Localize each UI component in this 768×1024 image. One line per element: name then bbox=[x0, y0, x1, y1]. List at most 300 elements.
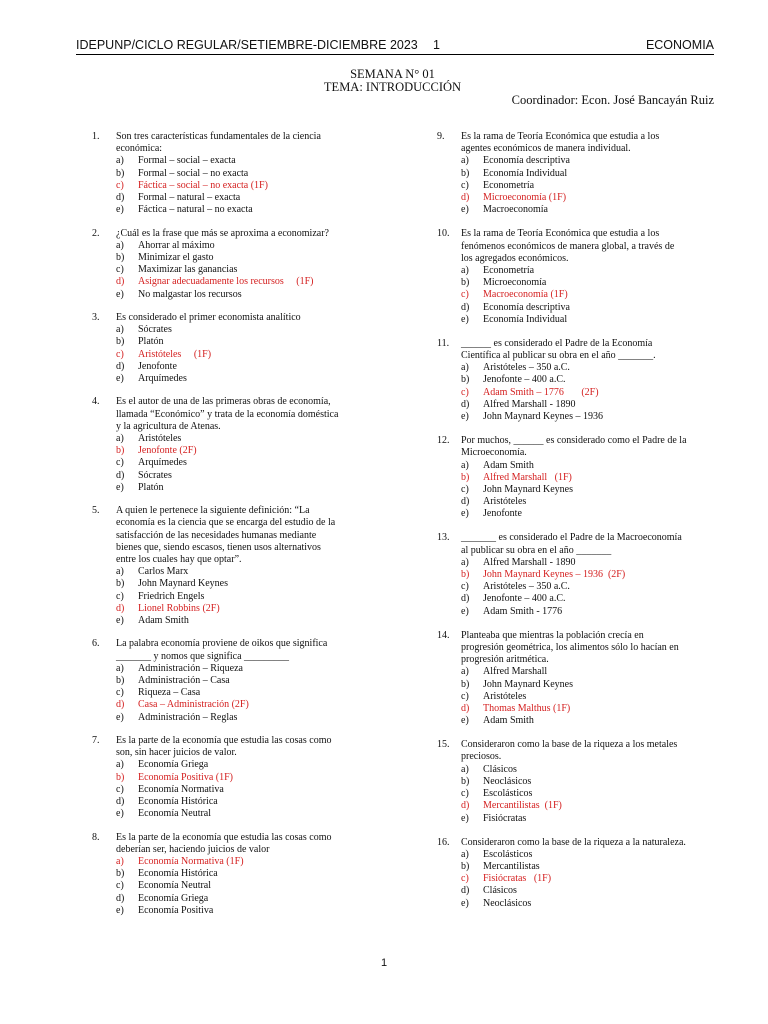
option-letter: e) bbox=[116, 481, 124, 493]
option-letter: d) bbox=[461, 398, 470, 410]
option-letter: e) bbox=[116, 615, 124, 627]
option-text: Neoclásicos bbox=[483, 775, 532, 787]
option-letter: c) bbox=[461, 386, 469, 398]
option-letter: d) bbox=[116, 469, 125, 481]
option-text: Administración – Casa bbox=[138, 675, 230, 687]
option-letter: e) bbox=[116, 373, 124, 385]
answer-option bbox=[116, 759, 364, 771]
answer-option bbox=[116, 615, 364, 627]
option-text: Microeconomía bbox=[483, 277, 547, 289]
option-text: Alfred Marshall - 1890 bbox=[483, 398, 576, 410]
option-text: Administración – Reglas bbox=[138, 711, 238, 723]
option-text: Macroeconomía bbox=[483, 204, 548, 216]
question-text-line: A quien le pertenece la siguiente definición: “La bbox=[116, 505, 310, 517]
option-letter: d) bbox=[461, 192, 470, 204]
option-text: John Maynard Keynes – 1936 bbox=[483, 411, 603, 423]
option-text: Economía descriptiva bbox=[483, 301, 570, 313]
option-letter: b) bbox=[461, 167, 470, 179]
option-text: Adam Smith – 1776 (2F) bbox=[483, 386, 599, 398]
option-letter: b) bbox=[116, 868, 125, 880]
option-letter: a) bbox=[116, 856, 124, 868]
answer-option bbox=[461, 885, 715, 897]
option-letter: d) bbox=[116, 796, 125, 808]
option-letter: e) bbox=[461, 715, 469, 727]
option-text: Alfred Marshall (1F) bbox=[483, 471, 572, 483]
answer-option bbox=[461, 849, 715, 861]
option-letter: a) bbox=[461, 848, 469, 860]
option-text: Macroeconomía (1F) bbox=[483, 289, 568, 301]
option-letter: b) bbox=[116, 167, 125, 179]
answer-option bbox=[461, 277, 715, 289]
option-text: Economía Neutral bbox=[138, 880, 212, 892]
question-text-line: Consideraron como la base de la riqueza a los metales bbox=[461, 739, 678, 751]
option-text: Escolásticos bbox=[483, 788, 533, 800]
option-text: Economía Individual bbox=[483, 167, 568, 179]
option-text: Asignar adecuadamente los recursos (1F) bbox=[138, 276, 314, 288]
option-letter: d) bbox=[116, 699, 125, 711]
option-text: Jenofonte bbox=[138, 360, 177, 372]
answer-option bbox=[116, 893, 364, 905]
answer-option bbox=[461, 460, 715, 472]
option-text: Carlos Marx bbox=[138, 566, 189, 578]
answer-option bbox=[116, 168, 364, 180]
option-text: Casa – Administración (2F) bbox=[138, 699, 249, 711]
option-letter: b) bbox=[461, 678, 470, 690]
question-text-line: Es la rama de Teoría Económica que estudia a los bbox=[461, 131, 660, 142]
option-text: Economía descriptiva bbox=[483, 155, 570, 167]
option-letter: a) bbox=[116, 662, 124, 674]
answer-option bbox=[461, 679, 715, 691]
question-text-line: fenómenos económicos de manera global, a través de bbox=[461, 240, 675, 252]
answer-option bbox=[116, 361, 364, 373]
option-letter: d) bbox=[461, 301, 470, 313]
answer-option bbox=[461, 691, 715, 703]
option-text: Economía Neutral bbox=[138, 808, 212, 820]
option-text: Econometría bbox=[483, 179, 535, 191]
question-item bbox=[92, 505, 364, 627]
option-letter: e) bbox=[116, 808, 124, 820]
option-text: Economía Histórica bbox=[138, 796, 218, 808]
option-letter: c) bbox=[116, 457, 124, 469]
question-number: 16. bbox=[437, 836, 450, 848]
question-text-line: económica: bbox=[116, 143, 163, 155]
question-text-line: Son tres características fundamentales de la ciencia bbox=[116, 131, 321, 142]
answer-option bbox=[116, 784, 364, 796]
option-text: Aristóteles bbox=[483, 496, 527, 508]
option-letter: a) bbox=[461, 459, 469, 471]
option-letter: e) bbox=[461, 204, 469, 216]
option-letter: d) bbox=[116, 360, 125, 372]
answer-option bbox=[116, 336, 364, 348]
question-number: 11. bbox=[437, 337, 450, 349]
question-number: 3. bbox=[92, 312, 100, 324]
question-text-line: llamada “Económico” y trata de la economía doméstica bbox=[116, 408, 339, 420]
option-text: Formal – social – no exacta bbox=[138, 167, 249, 179]
question-number: 6. bbox=[92, 638, 100, 650]
answer-option bbox=[116, 808, 364, 820]
question-item bbox=[437, 338, 715, 423]
option-text: Mercantilistas bbox=[483, 861, 540, 872]
question-text-line: satisfacción de las necesidades humanas mediante bbox=[116, 529, 317, 541]
question-item bbox=[92, 735, 364, 820]
answer-option bbox=[116, 192, 364, 204]
answer-option bbox=[116, 905, 364, 917]
option-letter: c) bbox=[461, 483, 469, 495]
option-text: John Maynard Keynes bbox=[483, 678, 573, 690]
question-text-line: progresión aritmética. bbox=[461, 654, 549, 666]
option-text: Fáctica – social – no exacta (1F) bbox=[138, 179, 268, 191]
question-number: 9. bbox=[437, 131, 445, 142]
option-text: Microeconomía (1F) bbox=[483, 192, 567, 204]
answer-option bbox=[461, 715, 715, 727]
answer-option-correct bbox=[116, 772, 364, 784]
option-text: Adam Smith bbox=[138, 615, 189, 627]
answer-option bbox=[116, 578, 364, 590]
answer-option bbox=[116, 204, 364, 216]
option-text: Adam Smith bbox=[483, 715, 534, 727]
answer-option bbox=[116, 433, 364, 445]
option-letter: e) bbox=[116, 204, 124, 216]
option-letter: c) bbox=[461, 690, 469, 702]
option-letter: c) bbox=[116, 179, 124, 191]
question-number: 12. bbox=[437, 435, 450, 447]
option-letter: c) bbox=[116, 264, 124, 276]
option-text: Arquímedes bbox=[138, 373, 187, 385]
option-text: Platón bbox=[138, 481, 164, 493]
question-item bbox=[437, 630, 715, 728]
option-letter: a) bbox=[116, 239, 124, 251]
answer-option bbox=[461, 666, 715, 678]
answer-option-correct bbox=[116, 276, 364, 288]
question-number: 7. bbox=[92, 735, 100, 747]
option-text: Adam Smith - 1776 bbox=[483, 605, 563, 617]
question-text-line: Consideraron como la base de la riqueza a la naturaleza. bbox=[461, 836, 686, 848]
option-letter: c) bbox=[461, 581, 469, 593]
answer-option-correct bbox=[461, 289, 715, 301]
answer-option bbox=[461, 265, 715, 277]
option-letter: d) bbox=[116, 192, 125, 204]
option-text: Jenofonte (2F) bbox=[138, 445, 197, 457]
option-text: Lionel Robbins (2F) bbox=[138, 602, 220, 614]
option-letter: d) bbox=[116, 892, 125, 904]
answer-option-correct bbox=[461, 472, 715, 484]
option-text: Sócrates bbox=[138, 324, 172, 336]
question-text-line: son, sin hacer juicios de valor. bbox=[116, 747, 237, 759]
option-letter: e) bbox=[461, 313, 469, 325]
answer-option bbox=[116, 373, 364, 385]
option-text: Formal – social – exacta bbox=[138, 155, 236, 167]
option-text: Aristóteles (1F) bbox=[138, 348, 212, 360]
question-number: 2. bbox=[92, 227, 100, 239]
option-text: Aristóteles – 350 a.C. bbox=[483, 581, 570, 593]
option-text: John Maynard Keynes bbox=[138, 578, 228, 590]
answer-option bbox=[116, 457, 364, 469]
answer-option-correct bbox=[116, 180, 364, 192]
question-number: 8. bbox=[92, 831, 100, 843]
question-item bbox=[92, 396, 364, 494]
question-item bbox=[437, 435, 715, 520]
answer-option bbox=[461, 411, 715, 423]
answer-option-correct bbox=[461, 192, 715, 204]
answer-option bbox=[461, 168, 715, 180]
answer-option bbox=[116, 880, 364, 892]
answer-option bbox=[461, 606, 715, 618]
answer-option bbox=[116, 796, 364, 808]
title-block bbox=[0, 67, 768, 107]
option-text: Sócrates bbox=[138, 469, 172, 481]
question-text-line: Por muchos, ______ es considerado como el Padre de la bbox=[461, 435, 687, 447]
option-letter: c) bbox=[116, 590, 124, 602]
option-text: Ahorrar al máximo bbox=[138, 239, 215, 251]
option-text: Arquímedes bbox=[138, 457, 187, 469]
answer-option bbox=[116, 663, 364, 675]
option-text: Jenofonte bbox=[483, 508, 522, 520]
footer-page-number: 1 bbox=[380, 957, 388, 969]
answer-option bbox=[116, 675, 364, 687]
option-letter: e) bbox=[116, 711, 124, 723]
question-text-line: entre los cuales hay que optar”. bbox=[116, 554, 242, 566]
answer-option bbox=[461, 861, 715, 873]
option-text: Administración – Riqueza bbox=[138, 662, 243, 674]
answer-option bbox=[461, 399, 715, 411]
option-text: Fáctica – natural – no exacta bbox=[138, 204, 253, 216]
question-item bbox=[437, 131, 715, 216]
option-letter: b) bbox=[461, 775, 470, 787]
option-text: Minimizar el gasto bbox=[138, 252, 214, 264]
question-text-line: bienes que, siendo escasos, tienen usos alternativos bbox=[116, 541, 321, 553]
option-letter: c) bbox=[461, 788, 469, 800]
option-text: John Maynard Keynes bbox=[483, 483, 573, 495]
question-number: 10. bbox=[437, 228, 450, 240]
question-text-line: los agregados económicos. bbox=[461, 252, 569, 264]
answer-option bbox=[116, 687, 364, 699]
answer-option-correct bbox=[116, 445, 364, 457]
option-letter: b) bbox=[461, 374, 470, 386]
right-column bbox=[437, 131, 715, 910]
question-number: 14. bbox=[437, 629, 450, 641]
option-letter: b) bbox=[461, 471, 470, 483]
option-letter: c) bbox=[461, 179, 469, 191]
answer-option bbox=[461, 508, 715, 520]
answer-option bbox=[461, 314, 715, 326]
question-item bbox=[92, 228, 364, 301]
option-letter: e) bbox=[461, 508, 469, 520]
week-title: SEMANA N° 01 bbox=[350, 67, 435, 81]
option-letter: e) bbox=[461, 897, 469, 909]
option-letter: e) bbox=[116, 288, 124, 300]
answer-option-correct bbox=[116, 699, 364, 711]
answer-option bbox=[461, 484, 715, 496]
question-item bbox=[437, 739, 715, 824]
answer-option-correct bbox=[116, 603, 364, 615]
option-letter: c) bbox=[116, 880, 124, 892]
option-letter: b) bbox=[461, 861, 470, 872]
option-text: Neoclásicos bbox=[483, 897, 532, 909]
option-letter: a) bbox=[461, 556, 469, 568]
topic-title: TEMA: INTRODUCCIÓN bbox=[323, 80, 462, 94]
question-text-line: Es considerado el primer economista analítico bbox=[116, 312, 301, 324]
option-text: Economía Griega bbox=[138, 759, 209, 771]
question-text-line: _______ es considerado el Padre de la Macroeconomía bbox=[461, 532, 682, 544]
option-letter: a) bbox=[461, 155, 469, 167]
question-text-line: al publicar su obra en el año _______ bbox=[461, 544, 612, 556]
option-text: Aristóteles bbox=[483, 690, 527, 702]
answer-option bbox=[116, 482, 364, 494]
option-text: John Maynard Keynes – 1936 (2F) bbox=[483, 569, 626, 581]
option-text: Economía Positiva bbox=[138, 904, 214, 916]
question-text-line: y la agricultura de Atenas. bbox=[116, 420, 221, 432]
question-text-line: preciosos. bbox=[461, 751, 502, 763]
option-text: Platón bbox=[138, 336, 164, 348]
answer-option bbox=[116, 712, 364, 724]
option-letter: a) bbox=[461, 763, 469, 775]
answer-option bbox=[461, 788, 715, 800]
answer-option-correct bbox=[116, 856, 364, 868]
answer-option-correct bbox=[461, 703, 715, 715]
answer-option bbox=[116, 289, 364, 301]
option-letter: b) bbox=[116, 771, 125, 783]
answer-option bbox=[461, 898, 715, 910]
question-text-line: ______ es considerado el Padre de la Economía bbox=[461, 337, 653, 349]
option-letter: d) bbox=[461, 885, 470, 897]
answer-option bbox=[116, 324, 364, 336]
question-text-line: economía es la ciencia que se encarga del estudio de la bbox=[116, 517, 336, 529]
option-letter: b) bbox=[116, 336, 125, 348]
option-text: Jenofonte – 400 a.C. bbox=[483, 593, 566, 605]
answer-option bbox=[461, 374, 715, 386]
option-letter: d) bbox=[116, 276, 125, 288]
option-text: Escolásticos bbox=[483, 848, 533, 860]
option-letter: d) bbox=[461, 702, 470, 714]
option-letter: e) bbox=[461, 812, 469, 824]
option-text: Thomas Malthus (1F) bbox=[483, 702, 571, 714]
question-item bbox=[92, 312, 364, 385]
option-text: Aristóteles – 350 a.C. bbox=[483, 362, 570, 374]
option-text: Economía Histórica bbox=[138, 868, 218, 880]
header-page-number: 1 bbox=[433, 38, 440, 52]
answer-option bbox=[116, 470, 364, 482]
option-text: No malgastar los recursos bbox=[138, 288, 242, 300]
option-letter: b) bbox=[116, 445, 125, 457]
answer-option bbox=[461, 362, 715, 374]
option-letter: a) bbox=[116, 566, 124, 578]
question-text-line: La palabra economía proviene de oikos que significa bbox=[116, 638, 328, 650]
answer-option bbox=[116, 240, 364, 252]
header-course: IDEPUNP/CICLO REGULAR/SETIEMBRE-DICIEMBRE 2023 bbox=[76, 38, 418, 52]
question-text-line: Microeconomía. bbox=[461, 447, 527, 459]
question-text-line: _______ y nomos que significa _________ bbox=[116, 650, 290, 662]
option-letter: c) bbox=[461, 873, 469, 885]
option-letter: c) bbox=[461, 289, 469, 301]
option-letter: d) bbox=[461, 496, 470, 508]
option-letter: d) bbox=[461, 800, 470, 812]
question-text-line: ¿Cuál es la frase que más se aproxima a economizar? bbox=[116, 227, 329, 239]
question-number: 15. bbox=[437, 739, 450, 751]
question-text-line: deberían ser, haciendo juicios de valor bbox=[116, 843, 270, 855]
answer-option bbox=[461, 557, 715, 569]
option-text: Economía Positiva (1F) bbox=[138, 771, 233, 783]
option-text: Alfred Marshall - 1890 bbox=[483, 556, 576, 568]
option-letter: b) bbox=[116, 675, 125, 687]
option-text: Fisiócratas bbox=[483, 812, 527, 824]
option-letter: b) bbox=[116, 578, 125, 590]
option-letter: e) bbox=[116, 904, 124, 916]
answer-option bbox=[116, 264, 364, 276]
question-item bbox=[92, 131, 364, 216]
page-header bbox=[76, 36, 714, 55]
option-letter: a) bbox=[116, 433, 124, 445]
answer-option bbox=[116, 591, 364, 603]
question-number: 4. bbox=[92, 396, 100, 408]
answer-option bbox=[116, 868, 364, 880]
option-letter: b) bbox=[116, 252, 125, 264]
answer-option-correct bbox=[116, 349, 364, 361]
option-text: Economía Normativa bbox=[138, 783, 224, 795]
option-text: Fisiócratas (1F) bbox=[483, 873, 552, 885]
answer-option bbox=[461, 813, 715, 825]
question-text-line: agentes económicos de manera individual. bbox=[461, 143, 631, 155]
option-text: Maximizar las ganancias bbox=[138, 264, 238, 276]
option-letter: e) bbox=[461, 605, 469, 617]
option-text: Economía Individual bbox=[483, 313, 568, 325]
question-item bbox=[92, 638, 364, 723]
question-number: 13. bbox=[437, 532, 450, 544]
option-text: Adam Smith bbox=[483, 459, 534, 471]
answer-option-correct bbox=[461, 800, 715, 812]
option-letter: a) bbox=[116, 324, 124, 336]
option-text: Friedrich Engels bbox=[138, 590, 205, 602]
question-text-line: Planteaba que mientras la población crecía en bbox=[461, 629, 644, 641]
question-item bbox=[92, 832, 364, 917]
option-letter: a) bbox=[116, 759, 124, 771]
answer-option bbox=[461, 155, 715, 167]
option-letter: c) bbox=[116, 783, 124, 795]
answer-option bbox=[116, 155, 364, 167]
option-text: Formal – natural – exacta bbox=[138, 192, 241, 204]
option-letter: e) bbox=[461, 411, 469, 423]
option-letter: b) bbox=[461, 277, 470, 289]
answer-option bbox=[461, 593, 715, 605]
option-letter: a) bbox=[461, 264, 469, 276]
question-text-line: progresión geométrica, los alimentos sólo lo hacían en bbox=[461, 641, 679, 653]
option-text: Aristóteles bbox=[138, 433, 182, 445]
option-letter: a) bbox=[461, 666, 469, 678]
option-letter: b) bbox=[461, 569, 470, 581]
option-letter: a) bbox=[116, 155, 124, 167]
option-text: Mercantilistas (1F) bbox=[483, 800, 562, 812]
answer-option-correct bbox=[461, 387, 715, 399]
option-text: Jenofonte – 400 a.C. bbox=[483, 374, 566, 386]
option-letter: a) bbox=[461, 362, 469, 374]
option-text: Clásicos bbox=[483, 763, 517, 775]
option-letter: d) bbox=[116, 602, 125, 614]
header-subject: ECONOMIA bbox=[645, 38, 714, 52]
answer-option bbox=[461, 776, 715, 788]
answer-option-correct bbox=[461, 569, 715, 581]
option-letter: c) bbox=[116, 348, 124, 360]
answer-option bbox=[461, 204, 715, 216]
option-text: Clásicos bbox=[483, 885, 517, 897]
option-text: Riqueza – Casa bbox=[138, 687, 201, 699]
question-number: 1. bbox=[92, 131, 100, 142]
option-text: Alfred Marshall bbox=[483, 666, 548, 678]
question-item bbox=[437, 837, 715, 910]
option-text: Economía Normativa (1F) bbox=[138, 856, 244, 868]
option-letter: c) bbox=[116, 687, 124, 699]
answer-option bbox=[461, 180, 715, 192]
answer-option bbox=[461, 302, 715, 314]
answer-option-correct bbox=[461, 873, 715, 885]
